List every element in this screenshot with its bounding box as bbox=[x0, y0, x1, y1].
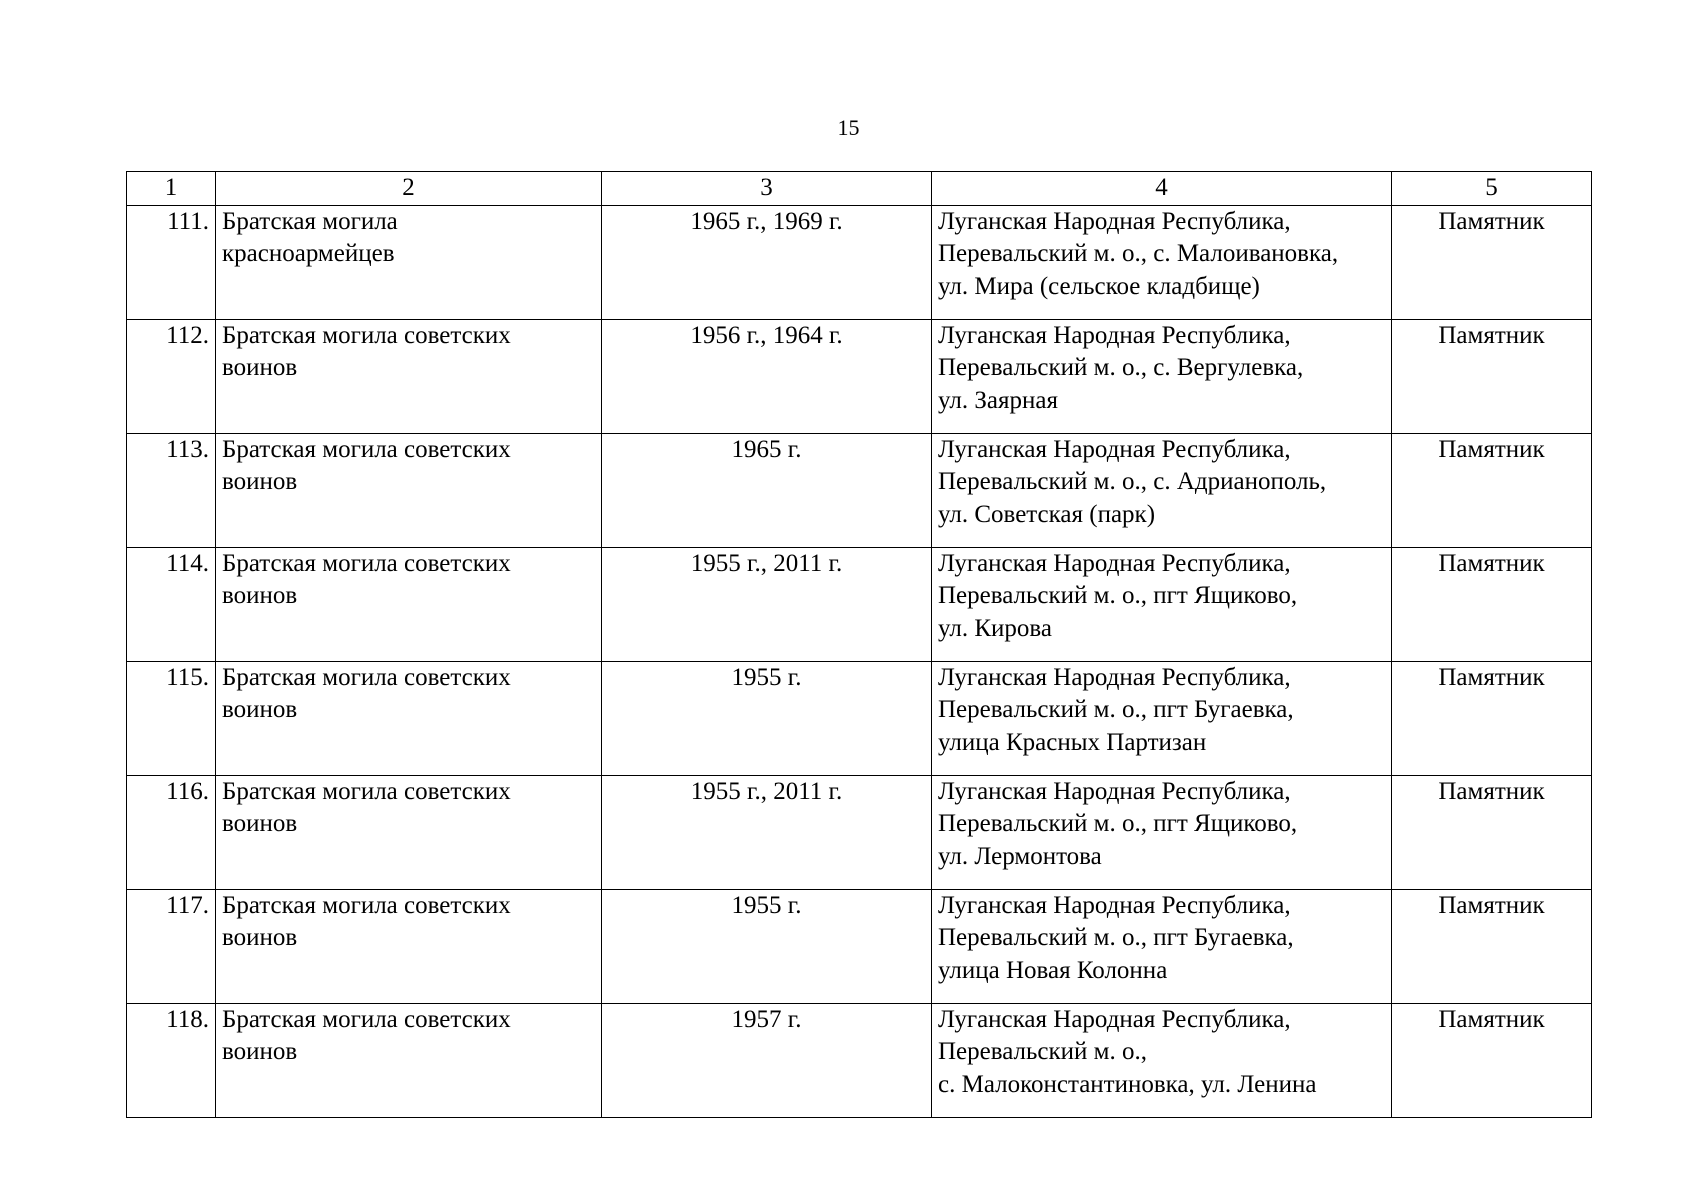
object-name-cell-line: Братская могила советских bbox=[222, 549, 511, 577]
location-cell bbox=[932, 319, 1392, 433]
object-name-cell-line: воинов bbox=[222, 582, 298, 609]
table-row bbox=[127, 889, 1592, 1003]
location-cell-line: ул. Лермонтова bbox=[938, 842, 1102, 870]
location-cell-line: Луганская Народная Республика, bbox=[938, 777, 1291, 805]
row-number-cell: 115. bbox=[127, 661, 216, 775]
location-cell-line: ул. Заярная bbox=[938, 386, 1058, 414]
location-cell-line: улица Новая Колонна bbox=[938, 956, 1168, 984]
object-name-cell-line: Братская могила советских bbox=[222, 435, 511, 463]
location-cell-line: ул. Мира (сельское кладбище) bbox=[938, 272, 1260, 300]
location-cell bbox=[932, 547, 1392, 661]
location-cell-line: Луганская Народная Республика, bbox=[938, 207, 1291, 235]
object-name-cell bbox=[216, 319, 602, 433]
column-header: 4 bbox=[932, 172, 1392, 206]
location-cell-line: Перевальский м. о., пгт Бугаевка, bbox=[938, 924, 1294, 951]
object-name-cell-line: воинов bbox=[222, 468, 298, 495]
location-cell bbox=[932, 1003, 1392, 1117]
category-cell: Памятник bbox=[1392, 889, 1592, 1003]
category-cell: Памятник bbox=[1392, 775, 1592, 889]
date-cell: 1956 г., 1964 г. bbox=[602, 319, 932, 433]
object-name-cell bbox=[216, 775, 602, 889]
location-cell-line: ул. Кирова bbox=[938, 614, 1053, 642]
location-cell-line: Луганская Народная Республика, bbox=[938, 1005, 1291, 1033]
object-name-cell-line: Братская могила советских bbox=[222, 1005, 511, 1033]
object-name-cell-line: воинов bbox=[222, 354, 298, 381]
location-cell-line: Перевальский м. о., пгт Бугаевка, bbox=[938, 696, 1294, 723]
object-name-cell-line: воинов bbox=[222, 924, 298, 951]
object-name-cell bbox=[216, 889, 602, 1003]
object-name-cell-line: красноармейцев bbox=[222, 240, 395, 267]
table-row bbox=[127, 205, 1592, 319]
category-cell: Памятник bbox=[1392, 547, 1592, 661]
object-name-cell-line: Братская могила советских bbox=[222, 777, 511, 805]
object-name-cell-line: воинов bbox=[222, 696, 298, 723]
location-cell-line: ул. Советская (парк) bbox=[938, 500, 1156, 528]
object-name-cell-line: Братская могила советских bbox=[222, 891, 511, 919]
object-name-cell-line: Братская могила bbox=[222, 207, 398, 235]
row-number-cell: 113. bbox=[127, 433, 216, 547]
table-body bbox=[127, 205, 1592, 1117]
table-row bbox=[127, 661, 1592, 775]
location-cell-line: Луганская Народная Республика, bbox=[938, 663, 1291, 691]
object-name-cell-line: воинов bbox=[222, 1038, 298, 1065]
location-cell bbox=[932, 775, 1392, 889]
location-cell bbox=[932, 433, 1392, 547]
location-cell-line: Перевальский м. о., с. Вергулевка, bbox=[938, 354, 1304, 381]
object-name-cell-line: воинов bbox=[222, 810, 298, 837]
date-cell: 1955 г. bbox=[602, 661, 932, 775]
location-cell-line: Луганская Народная Республика, bbox=[938, 435, 1291, 463]
column-header: 1 bbox=[127, 172, 216, 206]
location-cell-line: Перевальский м. о., с. Малоивановка, bbox=[938, 240, 1339, 267]
column-header: 5 bbox=[1392, 172, 1592, 206]
category-cell: Памятник bbox=[1392, 205, 1592, 319]
location-cell-line: Луганская Народная Республика, bbox=[938, 891, 1291, 919]
date-cell: 1955 г., 2011 г. bbox=[602, 775, 932, 889]
object-name-cell bbox=[216, 433, 602, 547]
object-name-cell bbox=[216, 661, 602, 775]
column-header: 2 bbox=[216, 172, 602, 206]
location-cell bbox=[932, 889, 1392, 1003]
row-number-cell: 114. bbox=[127, 547, 216, 661]
row-number-cell: 116. bbox=[127, 775, 216, 889]
location-cell-line: Перевальский м. о., пгт Ящиково, bbox=[938, 582, 1298, 609]
object-name-cell bbox=[216, 1003, 602, 1117]
category-cell: Памятник bbox=[1392, 661, 1592, 775]
row-number-cell: 111. bbox=[127, 205, 216, 319]
location-cell bbox=[932, 205, 1392, 319]
category-cell: Памятник bbox=[1392, 1003, 1592, 1117]
table-header bbox=[127, 172, 1592, 206]
category-cell: Памятник bbox=[1392, 433, 1592, 547]
object-name-cell bbox=[216, 205, 602, 319]
row-number-cell: 118. bbox=[127, 1003, 216, 1117]
date-cell: 1955 г. bbox=[602, 889, 932, 1003]
table-row bbox=[127, 547, 1592, 661]
table-row bbox=[127, 433, 1592, 547]
row-number-cell: 112. bbox=[127, 319, 216, 433]
date-cell: 1965 г., 1969 г. bbox=[602, 205, 932, 319]
location-cell-line: улица Красных Партизан bbox=[938, 728, 1207, 756]
location-cell-line: Перевальский м. о., с. Адрианополь, bbox=[938, 468, 1327, 495]
column-header: 3 bbox=[602, 172, 932, 206]
object-name-cell bbox=[216, 547, 602, 661]
memorial-register-table bbox=[126, 171, 1592, 1118]
location-cell-line: с. Малоконстантиновка, ул. Ленина bbox=[938, 1070, 1317, 1098]
category-cell: Памятник bbox=[1392, 319, 1592, 433]
location-cell-line: Луганская Народная Республика, bbox=[938, 549, 1291, 577]
location-cell bbox=[932, 661, 1392, 775]
row-number-cell: 117. bbox=[127, 889, 216, 1003]
date-cell: 1957 г. bbox=[602, 1003, 932, 1117]
table-row bbox=[127, 775, 1592, 889]
column-number-row bbox=[127, 172, 1592, 206]
location-cell-line: Перевальский м. о., bbox=[938, 1038, 1147, 1065]
date-cell: 1955 г., 2011 г. bbox=[602, 547, 932, 661]
date-cell: 1965 г. bbox=[602, 433, 932, 547]
location-cell-line: Перевальский м. о., пгт Ящиково, bbox=[938, 810, 1298, 837]
object-name-cell-line: Братская могила советских bbox=[222, 321, 511, 349]
page-number: 15 bbox=[837, 115, 860, 140]
location-cell-line: Луганская Народная Республика, bbox=[938, 321, 1291, 349]
object-name-cell-line: Братская могила советских bbox=[222, 663, 511, 691]
table-row bbox=[127, 319, 1592, 433]
table-row bbox=[127, 1003, 1592, 1117]
